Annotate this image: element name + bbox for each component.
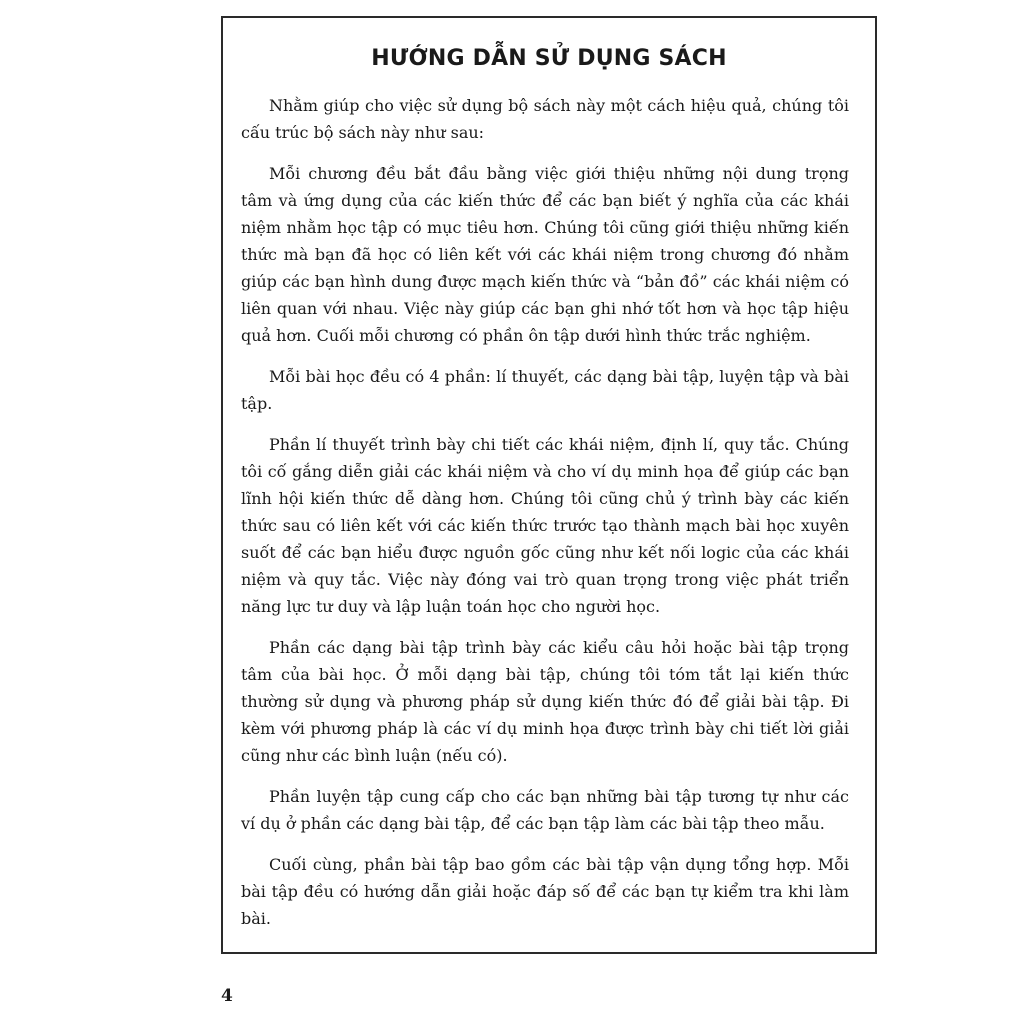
page-title: HƯỚNG DẪN SỬ DỤNG SÁCH	[371, 46, 727, 71]
paragraph-chapters: Mỗi chương đều bắt đầu bằng việc giới thiệu những nội dung trọng tâm và ứng dụng của các kiến thức để các bạn biết ý nghĩa của các khái niệm nhằm học tập có mục tiêu hơn. Chúng tôi cũng giới thiệu những kiến thức mà bạn đã học có liên kết với các khái niệm trong chương đó nhằm giúp các bạn hình dung được mạch kiến thức và “bản đồ” các khái niệm có liên quan với nhau. Việc này giúp các bạn ghi nhớ tốt hơn và học tập hiệu quả hơn. Cuối mỗi chương có phần ôn tập dưới hình thức trắc nghiệm.	[241, 164, 849, 345]
paragraph-exercise-types: Phần các dạng bài tập trình bày các kiểu câu hỏi hoặc bài tập trọng tâm của bài học. Ở mỗi dạng bài tập, chúng tôi tóm tắt lại kiến thức thường sử dụng và phương pháp sử dụng kiến thức đó để giải bài tập. Đi kèm với phương pháp là các ví dụ minh họa được trình bày chi tiết lời giải cũng như các bình luận (nếu có).	[241, 638, 849, 765]
paragraph-lesson-parts: Mỗi bài học đều có 4 phần: lí thuyết, các dạng bài tập, luyện tập và bài tập.	[241, 367, 849, 413]
content-frame	[221, 16, 877, 954]
body-text	[241, 92, 849, 946]
paragraph-intro: Nhằm giúp cho việc sử dụng bộ sách này một cách hiệu quả, chúng tôi cấu trúc bộ sách này như sau:	[241, 96, 849, 142]
page-number: 4	[221, 986, 233, 1006]
paragraph-theory: Phần lí thuyết trình bày chi tiết các khái niệm, định lí, quy tắc. Chúng tôi cố gắng diễn giải các khái niệm và cho ví dụ minh họa để giúp các bạn lĩnh hội kiến thức dễ dàng hơn. Chúng tôi cũng chủ ý trình bày các kiến thức sau có liên kết với các kiến thức trước tạo thành mạch bài học xuyên suốt để các bạn hiểu được nguồn gốc cũng như kết nối logic của các khái niệm và quy tắc. Việc này đóng vai trò quan trọng trong việc phát triển năng lực tư duy và lập luận toán học cho người học.	[241, 435, 849, 616]
paragraph-practice: Phần luyện tập cung cấp cho các bạn những bài tập tương tự như các ví dụ ở phần các dạng bài tập, để các bạn tập làm các bài tập theo mẫu.	[241, 787, 849, 833]
paragraph-exercises: Cuối cùng, phần bài tập bao gồm các bài tập vận dụng tổng hợp. Mỗi bài tập đều có hướng dẫn giải hoặc đáp số để các bạn tự kiểm tra khi làm bài.	[241, 855, 849, 928]
